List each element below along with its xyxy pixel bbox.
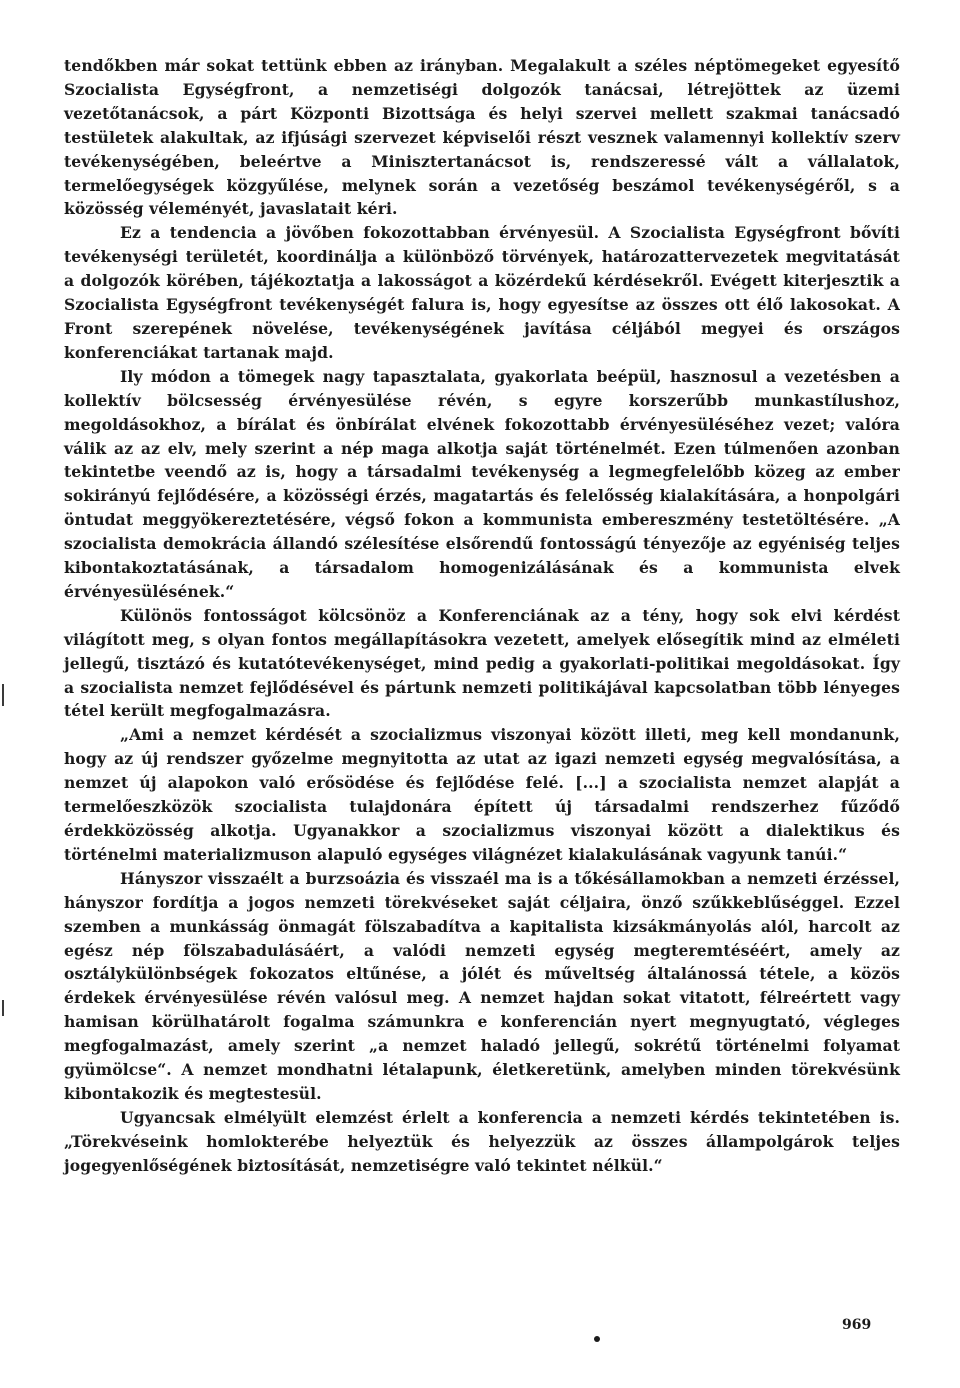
paragraph-3: Ily módon a tömegek nagy tapasztalata, gyakorlata beépül, hasznosul a vezetésben a kollektív bölcsesség érvényesülése révén, s egyre korszerűbb munkastílushoz, megoldásokhoz, a bírálat és önbírálat elvének fokozottabb érvényesüléséhez vezet; valóra válik az az elv, mely szerint a nép maga alkotja saját történelmét. Ezen túlmenően azonban tekintetbe veendő az is, hogy a társadalmi tevékenység a legmegfelelőbb közeg az ember sokirányú fejlődésére, a közösségi érzés, magatartás és felelősség kialakítására, a honpolgári öntudat meggyökereztetésére, végső fokon a kommunista embereszmény testetöltésére. „A szocialista demokrácia állandó szélesítése elsőrendű fontosságú tényezője az egyéniség teljes kibontakoztatásának, a társadalom homogenizálásának és a kommunista elvek érvényesülésének.“ (64, 366, 900, 601)
paragraph-1: tendőkben már sokat tettünk ebben az irányban. Megalakult a széles néptömegeket egyesítő Szocialista Egységfront, a nemzetiségi dolgozók tanácsai, létrejöttek az üzemi vezetőtanácsok, a párt Központi Bizottsága és helyi szervei mellett szakmai tanácsadó testületek alakultak, az ifjúsági szervezet képviselői részt vesznek valamennyi kollektív szerv tevékenységében, beleértve a Minisztertanácsot is, rendszeressé vált a vállalatok, termelőegységek közgyűlése, melynek során a vezetőség beszámol tevékenységéről, s a közösség véleményét, javaslatait kéri. (64, 56, 900, 219)
paragraph-7: Ugyancsak elmélyült elemzést érlelt a konferencia a nemzeti kérdés tekintetében is. „Törekvéseink homlokterébe helyeztük és helyezzük az összes állampolgárok teljes jogegyenlőségének biztosítását, nemzetiségre való tekintet nélkül.“ (64, 1107, 900, 1175)
paragraph-4: Különös fontosságot kölcsönöz a Konferenciának az a tény, hogy sok elvi kérdést világított meg, s olyan fontos megállapításokra vezetett, amelyek elősegítik mind az elméleti jellegű, tisztázó és kutatótevékenységet, mind pedig a gyakorlati-politikai megoldásokat. Így a szocialista nemzet fejlődésével és pártunk nemzeti politikájával kapcsolatban több lényeges tétel került megfogalmazásra. (64, 605, 900, 721)
bullet-mark (594, 1336, 600, 1342)
scan-edge-mark (2, 684, 4, 706)
scan-edge-mark (2, 1000, 4, 1016)
paragraph-5: „Ami a nemzet kérdését a szocializmus viszonyai között illeti, meg kell mondanunk, hogy az új rendszer győzelme megnyitotta az utat az igazi nemzeti egység megvalósítása, a nemzet új alapokon való erősödése és fejlődése felé. [...] a szocialista nemzet alapját a termelőeszközök szocialista tulajdonára épített új társadalmi rendszerhez fűződő érdekközösség alkotja. Ugyanakkor a szocializmus viszonyai között a dialektikus és történelmi materializmuson alapuló egységes világnézet kialakulásának vagyunk tanúi.“ (64, 725, 900, 864)
paragraph-2: Ez a tendencia a jövőben fokozottabban érvényesül. A Szocialista Egységfront bővíti tevékenységi területét, koordinálja a különböző törvények, határozattervezetek megvitatását a dolgozók körében, tájékoztatja a lakosságot a közérdekű kérdésekről. Evégett kiterjesztik a Szocialista Egységfront tevékenységét falura is, hogy egyesítse az összes ott élő lakosokat. A Front szerepének növelése, tevékenységének javítása céljából megyei és országos konferenciákat tartanak majd. (64, 223, 900, 362)
page-number: 969 (842, 1317, 872, 1333)
body-text (64, 54, 900, 1178)
paragraph-6: Hányszor visszaélt a burzsoázia és visszaél ma is a tőkésállamokban a nemzeti érzéssel, hányszor fordítja a jogos nemzeti törekvéseket saját céljaira, önző szűkkeblűséggel. Ezzel szemben a munkásság önmagát fölszabadítva a kapitalista kizsákmányolás alól, harcolt az egész nép fölszabadulásáért, a valódi nemzeti egység megteremtéséért, amely az osztálykülönbségek fokozatos eltűnése, a jólét és műveltség általánossá tétele, a közös érdekek érvényesülése révén valósul meg. A nemzet hajdan sokat vitatott, félreértett vagy hamisan körülhatárolt fogalma számunkra e konferencián nyert megnyugtató, végleges megfogalmazást, amely szerint „a nemzet haladó jellegű, sokrétű történelmi folyamat gyümölcse“. A nemzet mondhatni létalapunk, életkeretünk, amelyben minden törekvésünk kibontakozik és megtestesül. (64, 868, 900, 1103)
